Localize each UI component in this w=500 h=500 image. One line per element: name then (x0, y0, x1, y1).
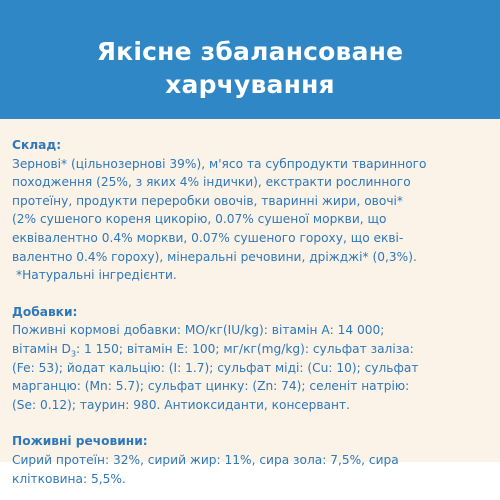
additives-line: (Fe: 53); йодат кальцію: (I: 1.7); сульфат міді: (Cu: 10); сульфат (12, 360, 419, 375)
composition-note: *Натуральні інгредієнти. (16, 268, 177, 283)
label-text (12, 136, 492, 488)
composition-line: протеїну, продукти переробки овочів, тваринні жири, овочі* (12, 193, 403, 208)
nutrients-section (12, 432, 492, 488)
title-line-2: харчування (165, 70, 335, 99)
additives-line: (Se: 0.12); таурин: 980. Антиоксиданти, консервант. (12, 397, 350, 412)
composition-title: Склад: (12, 138, 62, 152)
nutrients-title: Поживні речовини: (12, 434, 148, 449)
composition-line: валентно 0.4% гороху), мінеральні речовини, дріжджі* (0,3%). (12, 249, 417, 264)
additives-title: Добавки: (12, 304, 78, 319)
composition-section (12, 136, 492, 285)
composition-line: еквівалентно 0.4% моркви, 0.07% сушеного гороху, що екві- (12, 230, 404, 245)
composition-line: походження (25%, з яких 4% індички), екстракти рослинного (12, 175, 411, 190)
additives-line-text: : 1 150; вітамін Е: 100; мг/кг(mg/kg): сульфат заліза: (76, 341, 414, 356)
page-title (0, 0, 500, 101)
additives-line: марганцю: (Mn: 5.7); сульфат цинку: (Zn: 74); селеніт натрію: (12, 379, 410, 394)
composition-line: Зернові* (цільнозернові 39%), м'ясо та субпродукти тваринного (12, 156, 427, 171)
additives-line (12, 340, 492, 359)
composition-line: (2% сушеного кореня цикорію, 0.07% сушеної моркви, що (12, 212, 387, 227)
title-line-1: Якісне збалансоване (96, 37, 404, 66)
header-banner (0, 0, 500, 119)
additives-section (12, 303, 492, 415)
nutrients-line: клітковина: 5,5%. (12, 471, 126, 486)
additives-line-text: вітамін D (12, 341, 71, 356)
additives-line: Поживні кормові добавки: МО/кг(IU/kg): вітамін А: 14 000; (12, 323, 385, 338)
subscript-3: 3 (70, 349, 77, 359)
nutrients-line: Сирий протеїн: 32%, сирий жир: 11%, сира зола: 7,5%, сира (12, 452, 399, 467)
